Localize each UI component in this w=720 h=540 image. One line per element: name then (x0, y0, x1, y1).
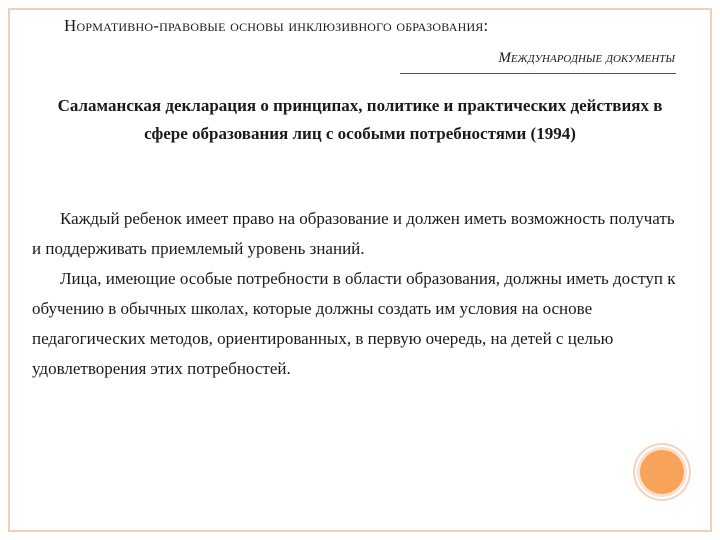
body-text (32, 204, 682, 384)
paragraph: Лица, имеющие особые потребности в области образования, должны иметь доступ к обучению в обычных школах, которые должны создать им условия на основе педагогических методов, ориентированных, в первую очередь, на детей с целью удовлетворения этих потребностей. (32, 269, 676, 378)
title-divider (400, 73, 676, 74)
decorative-circle (640, 450, 684, 494)
document-subtitle: Саламанская декларация о принципах, политике и практических действиях в сфере образования лиц с особыми потребностями (1994) (57, 96, 663, 143)
paragraph: Каждый ребенок имеет право на образование и должен иметь возможность получать и поддерживать приемлемый уровень знаний. (32, 209, 675, 258)
slide-title: Нормативно-правовые основы инклюзивного образования: (64, 16, 489, 35)
slide-title-subheading: Международные документы (498, 50, 675, 66)
